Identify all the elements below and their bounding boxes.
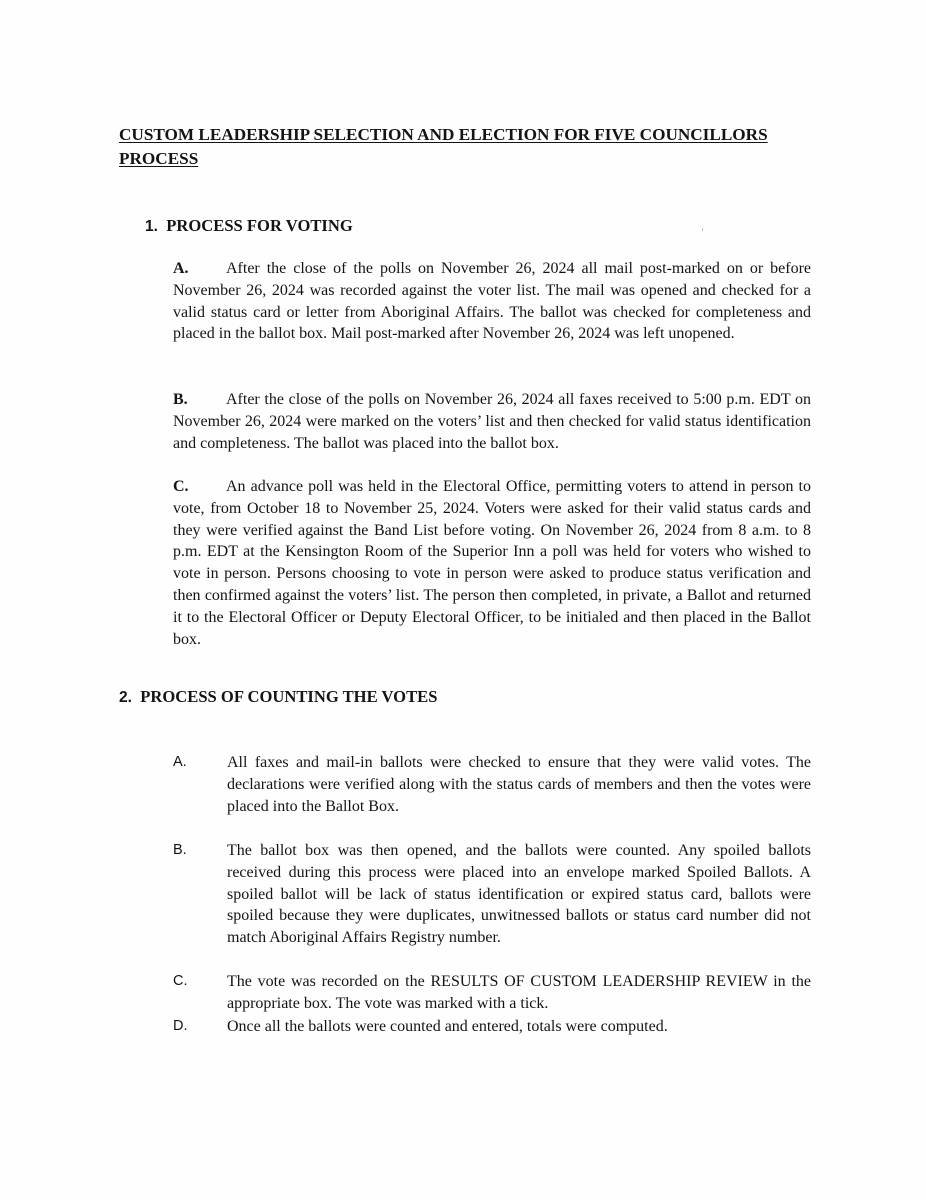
paragraph-text: An advance poll was held in the Electoral Office, permitting voters to attend in person to vote, from October 18 to November 25, 2024. Voters were asked for their valid status cards and they were verified against the Band List before voting. On November 26, 2024 from 8 a.m. to 8 p.m. EDT at the Kensington Room of the Superior Inn a poll was held for voters who wished to vote in person. Persons choosing to vote in person were asked to produce status verification and then confirmed against the voters’ list. The person then completed, in private, a Ballot and returned it to the Electoral Officer or Deputy Electoral Officer, to be initialed and then placed in the Ballot box. bbox=[173, 478, 811, 648]
item-text: The ballot box was then opened, and the ballots were counted. Any spoiled ballots received during this process were placed into an envelope marked Spoiled Ballots. A spoiled ballot will be lack of status identification or expired status card, ballots were spoiled because they were duplicates, unwitnessed ballots or status card number did not match Aboriginal Affairs Registry number. bbox=[227, 842, 811, 947]
section-heading-counting bbox=[119, 686, 437, 709]
document-title: CUSTOM LEADERSHIP SELECTION AND ELECTION FOR FIVE COUNCILLORS PROCESS bbox=[119, 125, 768, 168]
paragraph-letter: B. bbox=[173, 391, 188, 408]
voting-paragraph-c bbox=[173, 476, 811, 650]
item-label: B. bbox=[173, 842, 187, 858]
section-number: 1. bbox=[145, 218, 158, 235]
counting-item-a bbox=[173, 752, 811, 817]
paragraph-text: After the close of the polls on November 26, 2024 all mail post-marked on or before November 26, 2024 was recorded against the voter list. The mail was opened and checked for a valid status card or letter from Aboriginal Affairs. The ballot was checked for completeness and placed in the ballot box. Mail post-marked after November 26, 2024 was left unopened. bbox=[173, 260, 811, 343]
counting-item-b bbox=[173, 840, 811, 949]
voting-paragraph-b bbox=[173, 389, 811, 454]
item-text: All faxes and mail-in ballots were checked to ensure that they were valid votes. The declarations were verified along with the status cards of members and then the votes were placed into the Ballot Box. bbox=[227, 754, 811, 815]
counting-item-c bbox=[173, 971, 811, 1015]
voting-paragraph-a bbox=[173, 258, 811, 345]
section-title: PROCESS OF COUNTING THE VOTES bbox=[140, 687, 438, 706]
item-label: C. bbox=[173, 973, 188, 989]
section-number: 2. bbox=[119, 689, 132, 706]
item-label: D. bbox=[173, 1018, 188, 1034]
paragraph-text: After the close of the polls on November 26, 2024 all faxes received to 5:00 p.m. EDT on November 26, 2024 were marked on the voters’ list and then checked for valid status identification and completeness. The ballot was placed into the ballot box. bbox=[173, 391, 811, 452]
item-text: The vote was recorded on the RESULTS OF CUSTOM LEADERSHIP REVIEW in the appropriate box. The vote was marked with a tick. bbox=[227, 973, 811, 1012]
paragraph-letter: C. bbox=[173, 478, 189, 495]
counting-item-d bbox=[173, 1016, 811, 1038]
section-title: PROCESS FOR VOTING bbox=[166, 216, 353, 235]
item-label: A. bbox=[173, 754, 187, 770]
paragraph-letter: A. bbox=[173, 260, 189, 277]
section-heading-voting bbox=[145, 215, 353, 238]
scan-speck bbox=[702, 228, 703, 231]
item-text: Once all the ballots were counted and entered, totals were computed. bbox=[227, 1018, 668, 1035]
